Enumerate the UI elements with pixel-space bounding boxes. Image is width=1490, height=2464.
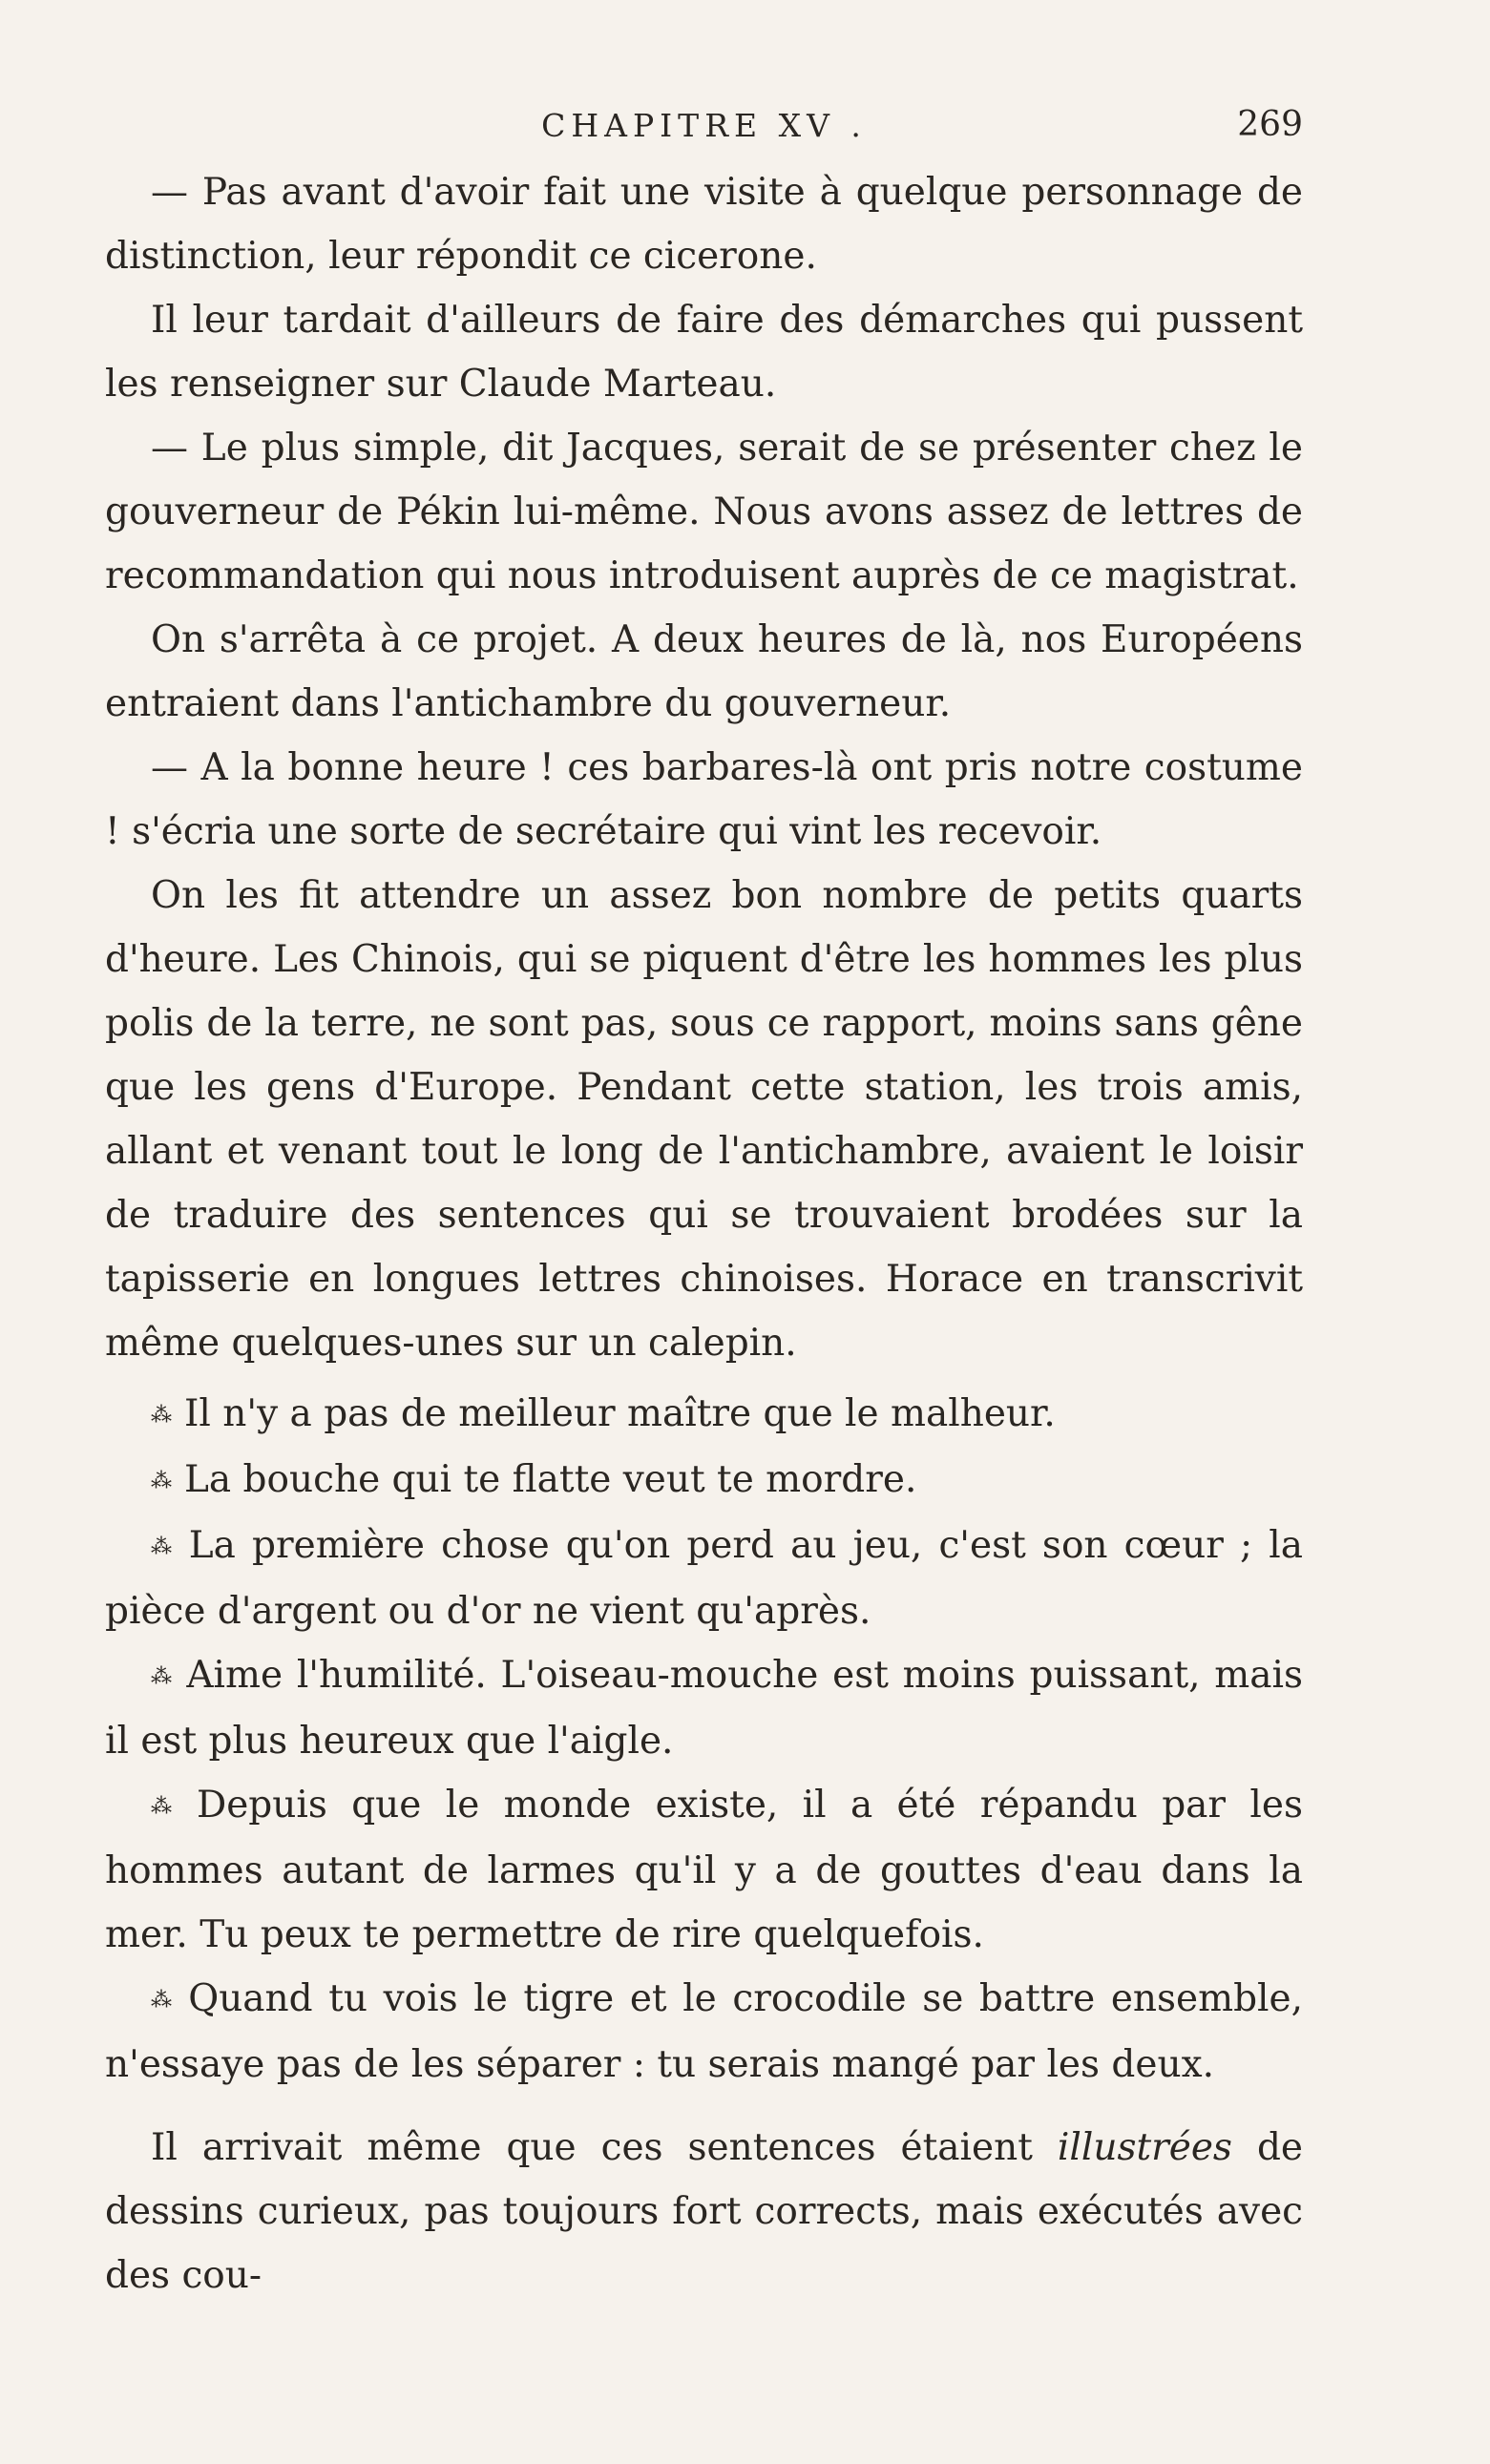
asterism-ornament: ⁂ [151, 1535, 176, 1559]
maxim-text: La bouche qui te flatte veut te mordre. [184, 1458, 917, 1501]
maxim [105, 1967, 1303, 2097]
page-header [105, 103, 1303, 151]
maxim [105, 1514, 1303, 1643]
page-number: 269 [1237, 105, 1303, 144]
closing-text-start: Il arrivait même que ces sentences étaient [151, 2126, 1058, 2169]
maxim-text: Il n'y a pas de meilleur maître que le malheur. [184, 1392, 1056, 1435]
paragraph: — Le plus simple, dit Jacques, serait de se présenter chez le gouverneur de Pékin lui-même. Nous avons assez de lettres de recommandation qui nous introduisent auprès de ce magistrat. [105, 427, 1303, 597]
running-head: CHAPITRE XV . [541, 107, 867, 144]
maxim [105, 1773, 1303, 1967]
maxim [105, 1448, 1303, 1514]
paragraph: On s'arrêta à ce projet. A deux heures de là, nos Européens entraient dans l'antichambre du gouverneur. [105, 618, 1303, 725]
maxim-text: Quand tu vois le tigre et le crocodile se battre ensemble, n'essaye pas de les séparer : tu serais mangé par les deux. [105, 1977, 1304, 2086]
paragraph [105, 2116, 1303, 2307]
asterism-ornament: ⁂ [151, 1470, 171, 1493]
paragraph: Il leur tardait d'ailleurs de faire des démarches qui pussent les renseigner sur Claude Marteau. [105, 299, 1303, 406]
asterism-ornament: ⁂ [151, 1795, 183, 1819]
paragraph: — A la bonne heure ! ces barbares-là ont pris notre costume ! s'écria une sorte de secrétaire qui vint les recevoir. [105, 746, 1303, 853]
closing-text-end: de dessins curieux, pas toujours fort corrects, mais exécutés avec des cou- [105, 2126, 1303, 2297]
body-text [105, 160, 1303, 2307]
asterism-ornament: ⁂ [151, 1989, 176, 2013]
maxim-text: La première chose qu'on perd au jeu, c'est son cœur ; la pièce d'argent ou d'or ne vient qu'après. [105, 1524, 1303, 1633]
maxim-text: Depuis que le monde existe, il a été répandu par les hommes autant de larmes qu'il y a de gouttes d'eau dans la mer. Tu peux te permettre de rire quelquefois. [105, 1784, 1303, 1956]
paragraph: On les fit attendre un assez bon nombre de petits quarts d'heure. Les Chinois, qui se piquent d'être les hommes les plus polis de la terre, ne sont pas, sous ce rapport, moins sans gêne que les gens d'Europe. Pendant cette station, les trois amis, allant et venant tout le long de l'antichambre, avaient le loisir de traduire des sentences qui se trouvaient brodées sur la tapisserie en longues lettres chinoises. Horace en transcrivit même quelques-unes sur un calepin. [105, 874, 1303, 1365]
maxim-text: Aime l'humilité. L'oiseau-mouche est moins puissant, mais il est plus heureux que l'aigle. [105, 1654, 1303, 1763]
paragraph: — Pas avant d'avoir fait une visite à quelque personnage de distinction, leur répondit ce cicerone. [105, 171, 1303, 278]
asterism-ornament: ⁂ [151, 1404, 171, 1428]
maxim [105, 1382, 1303, 1448]
asterism-ornament: ⁂ [151, 1665, 174, 1689]
emphasized-word: illustrées [1057, 2126, 1232, 2169]
maxim [105, 1643, 1303, 1773]
